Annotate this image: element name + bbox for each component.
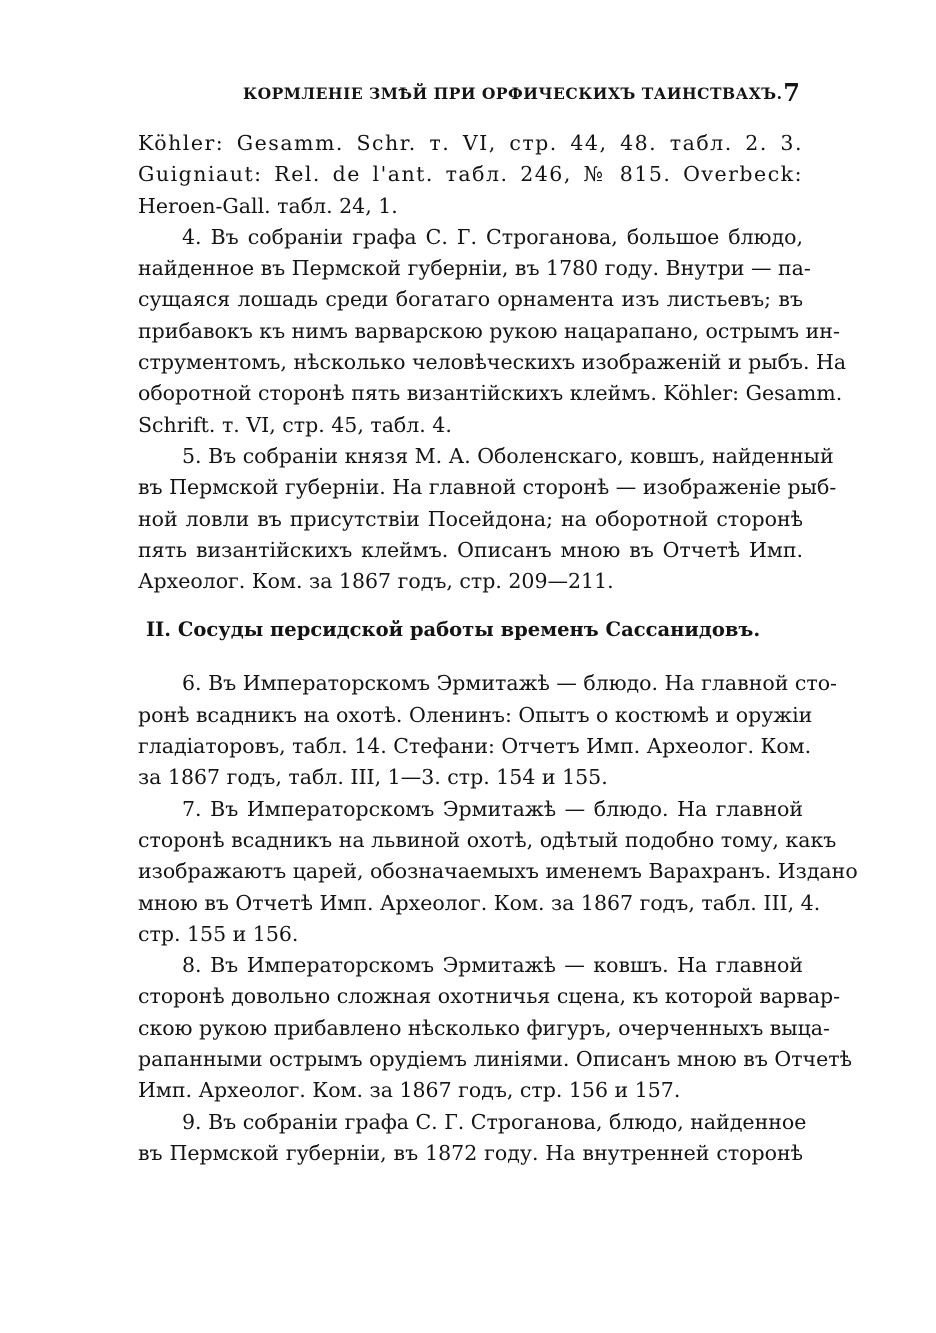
text-line: мною въ Отчетѣ Имп. Археолог. Ком. за 1867 годъ, табл. III, 4. [138, 890, 821, 915]
text-line: 5. Въ собраніи князя М. А. Оболенскаго, ковшъ, найденный [182, 443, 834, 468]
text-line: въ Пермской губерніи, въ 1872 году. На внутренней сторонѣ [138, 1140, 803, 1165]
text-line: Имп. Археолог. Ком. за 1867 годъ, стр. 156 и 157. [138, 1078, 681, 1103]
text-line: за 1867 годъ, табл. III, 1—3. стр. 154 и 155. [138, 765, 608, 790]
text-line: скою рукою прибавлено нѣсколько фигуръ, очерченныхъ выца- [138, 1015, 830, 1040]
text-line: гладіаторовъ, табл. 14. Стефани: Отчетъ Имп. Археолог. Ком. [138, 734, 812, 759]
text-line: 6. Въ Императорскомъ Эрмитажѣ — блюдо. На главной сто- [182, 671, 837, 696]
text-line: 7. Въ Императорскомъ Эрмитажѣ — блюдо. На главной [182, 796, 803, 821]
text-line: рапанными острымъ орудіемъ линіями. Описанъ мною въ Отчетѣ [138, 1047, 852, 1072]
text-line: Археолог. Ком. за 1867 годъ, стр. 209—211. [138, 569, 614, 594]
text-line: найденное въ Пермской губерніи, въ 1780 году. Внутри — па- [138, 256, 811, 281]
text-line: сторонѣ довольно сложная охотничья сцена, къ которой варвар- [138, 984, 841, 1009]
text-line: Heroen-Gall. табл. 24, 1. [138, 193, 398, 218]
text-line: изображаютъ царей, обозначаемыхъ именемъ Варахранъ. Издано [138, 859, 858, 884]
text-line: стр. 155 и 156. [138, 921, 299, 946]
section-heading: II. Сосуды персидской работы временъ Сассанидовъ. [146, 618, 761, 642]
text-line: Guigniaut: Rel. de l'ant. табл. 246, № 815. Overbeck: [138, 162, 803, 187]
text-line: Köhler: Gesamm. Schr. т. VI, стр. 44, 48. табл. 2. 3. [138, 131, 803, 155]
page-header [138, 78, 804, 110]
text-line: 4. Въ собраніи графа С. Г. Строганова, большое блюдо, [182, 224, 803, 249]
text-line: ронѣ всадникъ на охотѣ. Оленинъ: Опытъ о костюмѣ и оружіи [138, 702, 813, 727]
page-number: 7 [783, 78, 800, 107]
page-body [138, 128, 858, 1169]
text-line: Schrift. т. VI, стр. 45, табл. 4. [138, 412, 452, 437]
text-line: струментомъ, нѣсколько человѣческихъ изображеній и рыбъ. На [138, 350, 847, 375]
text-line: пять византійскихъ клеймъ. Описанъ мною въ Отчетѣ Имп. [138, 537, 803, 562]
text-line: ной ловли въ присутствіи Посейдона; на оборотной сторонѣ [138, 506, 803, 531]
text-line: сущаяся лошадь среди богатаго орнамента изъ листьевъ; въ [138, 287, 803, 312]
text-line: прибавокъ къ нимъ варварскою рукою нацарапано, острымъ ин- [138, 318, 840, 343]
text-line: 8. Въ Императорскомъ Эрмитажѣ — ковшъ. На главной [182, 953, 803, 978]
text-line: 9. Въ собраніи графа С. Г. Строганова, блюдо, найденное [182, 1109, 807, 1134]
running-title: КОРМЛЕНІЕ ЗМѢЙ ПРИ ОРФИЧЕСКИХЪ ТАИНСТВАХЪ. [243, 84, 783, 103]
text-line: сторонѣ всадникъ на львиной охотѣ, одѣтый подобно тому, какъ [138, 827, 837, 852]
text-line: въ Пермской губерніи. На главной сторонѣ — изображеніе рыб- [138, 475, 837, 500]
text-line: оборотной сторонѣ пять византійскихъ клеймъ. Köhler: Gesamm. [138, 381, 843, 406]
